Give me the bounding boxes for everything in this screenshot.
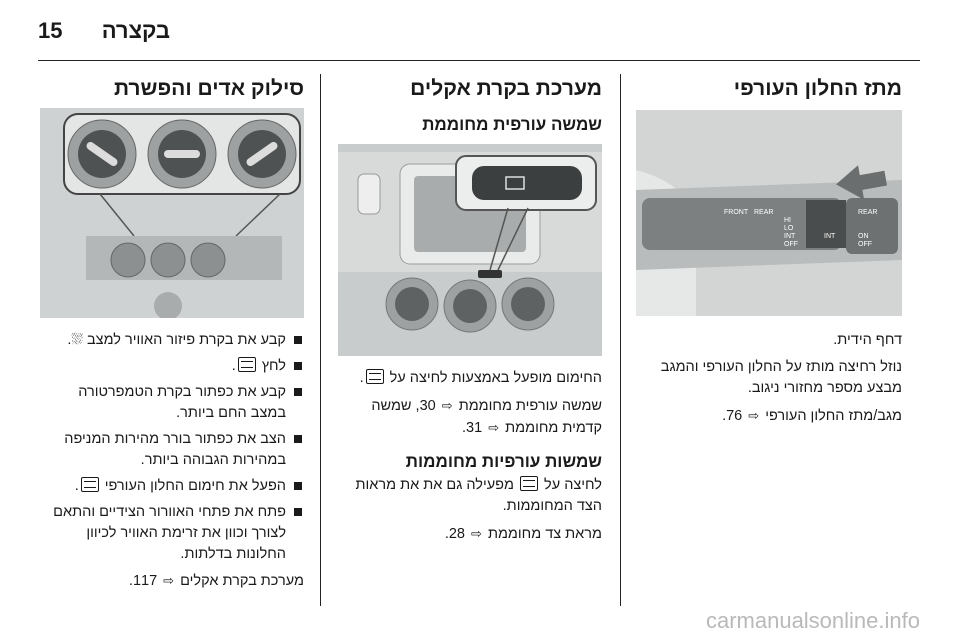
page-ref-arrow-icon: ⇨ xyxy=(748,408,760,423)
rear-defrost-icon xyxy=(366,369,384,384)
rear-washer-p2: נוזל רחיצה מותז על החלון העורפי והמגב מבצע מספר מחזורי ניגוב. xyxy=(660,359,902,396)
stalk-label-int-rear: INT xyxy=(824,233,836,240)
column-divider-right xyxy=(620,74,621,606)
page-ref-arrow-icon: ⇨ xyxy=(441,398,453,413)
climate-knobs-figure xyxy=(40,108,304,318)
heated-rear-window-p1: החימום מופעל באמצעות לחיצה על . xyxy=(359,370,602,386)
page-header xyxy=(0,0,960,62)
defog-step-4: הצב את כפתור בורר מהירות המניפה במהירות הגבוהה ביותר. xyxy=(40,429,304,471)
defog-text xyxy=(40,330,304,592)
page-ref-arrow-icon: ⇨ xyxy=(488,420,500,435)
windscreen-airflow-icon: ⛆ xyxy=(71,332,83,348)
rear-defrost-icon xyxy=(520,476,538,491)
defog-step-1: קבע את בקרת פיזור האוויר למצב ⛆. xyxy=(40,330,304,351)
ac-icon xyxy=(238,357,256,372)
column-divider-left xyxy=(320,74,321,606)
climate-panel-figure xyxy=(338,144,602,356)
stalk-label-hi: HI xyxy=(784,217,791,224)
watermark: carmanualsonline.info xyxy=(705,608,920,633)
rear-defrost-icon xyxy=(81,477,99,492)
defog-title: סילוק אדים והפשרת xyxy=(113,77,304,100)
defog-step-5: הפעל את חימום החלון העורפי . xyxy=(40,476,304,497)
rear-washer-p1: דחף הידית. xyxy=(833,332,902,348)
defog-ref[interactable]: מערכת בקרת אקלים ⇨ 117. xyxy=(40,570,304,592)
heated-rear-window-refs[interactable]: שמשה עורפית מחוממת ⇨ 30, שמשה קדמית מחוממת ⇨ 31. xyxy=(336,395,602,439)
heated-mirrors-p1: לחיצה על מפעילה גם את את מראות הצד המחוממות. xyxy=(355,477,602,514)
wiper-stalk-figure xyxy=(636,110,902,316)
defog-step-3: קבע את כפתור בקרת הטמפרטורה במצב החם ביותר. xyxy=(40,382,304,424)
column-rear-washer xyxy=(636,74,902,104)
column-climate-control xyxy=(336,74,602,138)
stalk-label-rear: REAR xyxy=(754,209,774,216)
stalk-label-lo: LO xyxy=(784,225,794,232)
stalk-label-int: INT xyxy=(784,233,796,240)
heated-mirrors-ref[interactable]: מראת צד מחוממת ⇨ 28. xyxy=(336,523,602,545)
rear-washer-text xyxy=(636,330,902,427)
stalk-label-front: FRONT xyxy=(724,209,749,216)
page-number: 15 xyxy=(38,18,63,43)
defog-steps xyxy=(40,330,304,565)
rear-washer-ref[interactable]: מגב/מתז החלון העורפי ⇨ 76. xyxy=(636,405,902,427)
section-title: בקצרה xyxy=(101,18,170,43)
rear-washer-title: מתז החלון העורפי xyxy=(733,77,902,100)
stalk-label-off: OFF xyxy=(784,241,798,248)
defog-step-2: לחץ . xyxy=(40,356,304,377)
defog-step-6: פתח את פתחי האוורור הצידיים והתאם לצורך וכוון את זרימת האוויר לכיוון החלונות בדלתות. xyxy=(40,502,304,565)
page-ref-arrow-icon: ⇨ xyxy=(163,573,175,588)
heated-mirrors-subtitle: שמשות עורפיות מחוממות xyxy=(405,452,602,471)
stalk-label-off-ring: OFF xyxy=(858,241,872,248)
page-ref-arrow-icon: ⇨ xyxy=(471,526,482,541)
stalk-label-on: ON xyxy=(858,233,869,240)
header-rule xyxy=(38,60,920,61)
climate-text xyxy=(336,368,602,545)
stalk-label-rear-ring: REAR xyxy=(858,209,878,216)
heated-rear-window-subtitle: שמשה עורפית מחוממת xyxy=(422,115,602,134)
climate-title: מערכת בקרת אקלים xyxy=(410,77,602,100)
